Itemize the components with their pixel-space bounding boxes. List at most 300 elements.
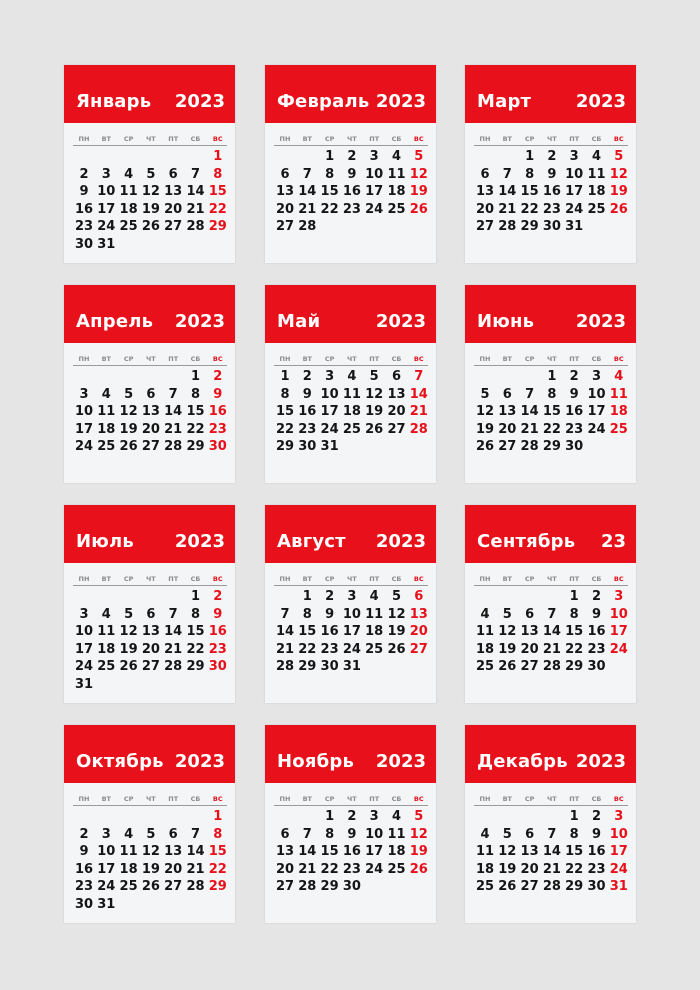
month-name: Ноябрь	[277, 751, 355, 772]
calendar-day: 31	[609, 879, 628, 895]
calendar-day: 31	[97, 237, 116, 252]
month-header	[465, 505, 636, 563]
calendar-day: 7	[547, 826, 557, 842]
calendar-day: 14	[186, 844, 205, 860]
calendar-day: 12	[498, 624, 517, 640]
calendar-day: 14	[520, 404, 539, 420]
weekday-label: СБ	[391, 795, 402, 803]
weekday-label: СР	[123, 575, 134, 583]
weekday-label: ВС	[613, 575, 624, 583]
month-header	[465, 65, 636, 123]
calendar-day: 30	[342, 879, 361, 895]
calendar-day: 15	[320, 844, 339, 860]
calendar-day: 20	[275, 861, 295, 877]
calendar-day: 18	[342, 404, 361, 420]
month-name: Февраль	[277, 91, 370, 112]
weekday-label: ВС	[413, 135, 424, 143]
month-name: Октябрь	[76, 751, 164, 772]
month-year: 2023	[375, 531, 426, 552]
calendar-day: 20	[475, 201, 495, 217]
calendar-day: 29	[565, 879, 584, 895]
calendar-day: 10	[587, 386, 606, 402]
calendar-day: 13	[141, 404, 160, 420]
calendar-day: 6	[525, 826, 535, 842]
calendar-day: 22	[298, 641, 317, 657]
calendar-day: 22	[565, 861, 584, 877]
calendar-day: 28	[298, 879, 317, 895]
calendar-day: 4	[480, 826, 490, 842]
calendar-day: 9	[591, 606, 602, 622]
calendar-day: 12	[119, 404, 138, 420]
calendar-day: 3	[369, 809, 379, 824]
calendar-day: 27	[475, 219, 495, 235]
calendar-day: 17	[365, 844, 384, 860]
calendar-day: 15	[275, 404, 295, 420]
calendar-day: 15	[186, 624, 205, 640]
calendar-day: 11	[475, 844, 495, 860]
calendar-day: 2	[325, 589, 335, 604]
calendar-day: 8	[547, 386, 557, 402]
calendar-day: 18	[119, 861, 138, 877]
calendar-day: 23	[342, 201, 361, 217]
calendar-day: 10	[74, 404, 94, 420]
calendar-day: 20	[141, 641, 160, 657]
calendar-day: 9	[591, 826, 602, 842]
calendar-day: 1	[213, 809, 223, 824]
calendar-day: 1	[190, 369, 201, 384]
calendar-day: 16	[74, 201, 94, 217]
calendar-day: 14	[498, 184, 517, 200]
month-card	[465, 505, 636, 703]
weekday-label: ПН	[279, 355, 291, 363]
calendar-day: 4	[101, 606, 111, 622]
month-name: Сентябрь	[477, 531, 576, 552]
calendar-day: 9	[347, 826, 357, 842]
calendar-day: 29	[208, 879, 227, 895]
calendar-day: 27	[498, 439, 517, 455]
calendar-day: 6	[146, 386, 156, 402]
calendar-day: 28	[409, 421, 428, 437]
calendar-day: 28	[275, 659, 295, 675]
calendar-day: 26	[498, 879, 517, 895]
calendar-day: 19	[409, 844, 428, 860]
calendar-day: 20	[141, 421, 160, 437]
weekday-label: ВТ	[302, 575, 312, 583]
weekday-label: ЧТ	[347, 795, 357, 803]
calendar-day: 16	[74, 861, 94, 877]
calendar-day: 10	[609, 606, 628, 622]
calendar-day: 21	[520, 421, 539, 437]
calendar-day: 18	[97, 641, 116, 657]
calendar-day: 5	[614, 149, 624, 164]
calendar-day: 31	[97, 897, 116, 912]
calendar-day: 13	[275, 844, 295, 860]
calendar-day: 23	[587, 861, 606, 877]
month-year: 2023	[174, 91, 225, 112]
calendar-day: 27	[387, 421, 406, 437]
weekday-label: СБ	[391, 135, 402, 143]
calendar-day: 6	[168, 166, 178, 182]
calendar-day: 12	[609, 166, 628, 182]
calendar-day: 6	[280, 166, 290, 182]
weekday-label: СР	[524, 795, 535, 803]
calendar-day: 9	[302, 386, 312, 402]
calendar-day: 4	[124, 826, 134, 842]
month-name: Декабрь	[477, 751, 568, 772]
calendar-day: 4	[591, 149, 602, 164]
calendar-day: 26	[498, 659, 517, 675]
calendar-day: 28	[542, 879, 561, 895]
calendar-day: 21	[498, 201, 517, 217]
calendar-day: 7	[414, 369, 424, 384]
month-card	[265, 505, 436, 703]
calendar-day: 8	[190, 386, 201, 402]
month-name: Январь	[76, 91, 152, 112]
calendar-day: 1	[547, 369, 557, 384]
calendar-day: 16	[320, 624, 339, 640]
calendar-day: 1	[213, 149, 223, 164]
calendar-day: 23	[565, 421, 584, 437]
calendar-day: 16	[342, 184, 361, 200]
weekday-header-row	[474, 575, 628, 586]
weekday-label: ПТ	[168, 135, 179, 143]
calendar-day: 5	[124, 606, 134, 622]
weekday-label: ПТ	[369, 795, 380, 803]
calendar-day: 17	[565, 184, 584, 200]
calendar-day: 21	[164, 421, 183, 437]
calendar-day: 28	[498, 219, 517, 235]
calendar-day: 24	[609, 641, 628, 657]
calendar-day: 7	[190, 826, 201, 842]
calendar-day: 7	[525, 386, 535, 402]
calendar-day: 29	[275, 439, 295, 455]
calendar-day: 18	[475, 641, 495, 657]
weekday-label: ПН	[78, 355, 90, 363]
calendar-day: 29	[542, 439, 561, 455]
calendar-day: 13	[520, 624, 539, 640]
weekday-label: ПН	[479, 795, 491, 803]
calendar-day: 20	[387, 404, 406, 420]
weekday-label: СБ	[190, 795, 201, 803]
month-header	[265, 505, 436, 563]
weekday-label: ПН	[479, 355, 491, 363]
calendar-day: 27	[164, 879, 183, 895]
month-header	[64, 725, 235, 783]
weekday-label: ЧТ	[146, 135, 156, 143]
calendar-day: 23	[208, 641, 227, 657]
calendar-day: 19	[609, 184, 628, 200]
weekday-label: ПТ	[369, 575, 380, 583]
month-year: 2023	[575, 91, 626, 112]
weekday-label: ВС	[212, 795, 223, 803]
calendar-day: 30	[587, 659, 606, 675]
calendar-day: 15	[520, 184, 539, 200]
calendar-day: 11	[342, 386, 361, 402]
weekday-label: ПН	[78, 135, 90, 143]
calendar-day: 3	[591, 369, 602, 384]
weekday-header-row	[73, 355, 227, 366]
calendar-day: 6	[414, 589, 424, 604]
weekday-label: ВТ	[502, 795, 512, 803]
calendar-day: 23	[74, 879, 94, 895]
weekday-label: ПТ	[369, 355, 380, 363]
weekday-label: ПТ	[569, 575, 580, 583]
calendar-day: 10	[97, 184, 116, 200]
calendar-day: 19	[141, 861, 160, 877]
weekday-label: ВС	[613, 355, 624, 363]
calendar-day: 10	[365, 826, 384, 842]
calendar-day: 1	[569, 809, 579, 824]
calendar-day: 9	[213, 606, 223, 622]
month-name: Май	[277, 311, 321, 332]
calendar-day: 13	[275, 184, 295, 200]
weekday-label: ЧТ	[547, 575, 557, 583]
month-card	[265, 725, 436, 923]
weekday-label: СР	[324, 135, 335, 143]
calendar-day: 22	[186, 421, 205, 437]
weekday-label: ВТ	[502, 135, 512, 143]
weekday-label: ПТ	[569, 795, 580, 803]
calendar-day: 25	[119, 219, 138, 235]
calendar-day: 23	[298, 421, 317, 437]
calendar-day: 14	[542, 624, 561, 640]
weekday-header-row	[474, 795, 628, 806]
calendar-day: 18	[387, 844, 406, 860]
weekday-label: ВС	[212, 135, 223, 143]
calendar-day: 3	[569, 149, 579, 164]
weekday-label: ВС	[413, 795, 424, 803]
weekday-label: ЧТ	[347, 135, 357, 143]
calendar-day: 5	[480, 386, 490, 402]
calendar-day: 30	[298, 439, 317, 455]
calendar-day: 27	[141, 439, 160, 455]
month-year: 2023	[575, 751, 626, 772]
calendar-day: 8	[213, 166, 223, 182]
month-year: 2023	[375, 751, 426, 772]
calendar-day: 11	[119, 184, 138, 200]
calendar-day: 18	[119, 201, 138, 217]
calendar-day: 2	[547, 149, 557, 164]
calendar-day: 17	[74, 421, 94, 437]
weekday-label: ПН	[479, 135, 491, 143]
calendar-day: 19	[498, 641, 517, 657]
weekday-label: ПТ	[168, 355, 179, 363]
calendar-day: 25	[475, 659, 495, 675]
weekday-label: СБ	[591, 575, 602, 583]
weekday-label: ВТ	[302, 135, 312, 143]
calendar-day: 3	[101, 826, 111, 842]
month-card	[465, 285, 636, 483]
month-year: 2023	[575, 311, 626, 332]
calendar-day: 25	[587, 201, 606, 217]
weekday-label: ПН	[279, 795, 291, 803]
calendar-day: 9	[325, 606, 335, 622]
weekday-label: СР	[524, 135, 535, 143]
weekday-label: СБ	[190, 575, 201, 583]
calendar-day: 14	[186, 184, 205, 200]
calendar-day: 3	[79, 606, 89, 622]
calendar-day: 6	[168, 826, 178, 842]
calendar-day: 29	[208, 219, 227, 235]
calendar-day: 4	[124, 166, 134, 182]
calendar-day: 30	[74, 237, 94, 252]
calendar-day: 30	[565, 439, 584, 455]
calendar-day: 19	[119, 421, 138, 437]
calendar-day: 28	[520, 439, 539, 455]
calendar-day: 25	[97, 439, 116, 455]
calendar-day: 4	[347, 369, 357, 384]
calendar-day: 26	[409, 861, 428, 877]
calendar-day: 8	[190, 606, 201, 622]
calendar-day: 6	[502, 386, 512, 402]
calendar-day: 6	[480, 166, 490, 182]
weekday-label: ВТ	[101, 135, 111, 143]
calendar-day: 24	[97, 219, 116, 235]
calendar-day: 3	[614, 809, 624, 824]
calendar-day: 4	[614, 369, 624, 384]
calendar-day: 20	[409, 624, 428, 640]
calendar-day: 21	[186, 861, 205, 877]
calendar-day: 21	[542, 861, 561, 877]
weekday-header-row	[274, 135, 428, 146]
weekday-label: СБ	[591, 795, 602, 803]
calendar-day: 7	[168, 606, 178, 622]
weekday-label: СР	[324, 355, 335, 363]
weekday-label: ВТ	[101, 575, 111, 583]
calendar-day: 9	[547, 166, 557, 182]
calendar-day: 5	[502, 606, 512, 622]
calendar-day: 25	[365, 641, 384, 657]
calendar-day: 5	[146, 166, 156, 182]
calendar-day: 3	[369, 149, 379, 164]
weekday-label: СБ	[190, 355, 201, 363]
calendar-day: 24	[565, 201, 584, 217]
calendar-day: 13	[387, 386, 406, 402]
month-header	[64, 65, 235, 123]
calendar-day: 1	[280, 369, 290, 384]
month-card	[64, 285, 235, 483]
calendar-day: 21	[542, 641, 561, 657]
weekday-header-row	[274, 575, 428, 586]
weekday-label: ПН	[479, 575, 491, 583]
calendar-day: 9	[569, 386, 579, 402]
calendar-day: 26	[609, 201, 628, 217]
calendar-day: 22	[520, 201, 539, 217]
calendar-day: 24	[342, 641, 361, 657]
calendar-day: 14	[164, 404, 183, 420]
calendar-day: 12	[498, 844, 517, 860]
calendar-day: 21	[186, 201, 205, 217]
month-card	[265, 285, 436, 483]
calendar-day: 4	[480, 606, 490, 622]
calendar-day: 14	[298, 844, 317, 860]
calendar-day: 28	[542, 659, 561, 675]
calendar-day: 14	[298, 184, 317, 200]
weekday-label: ВС	[413, 575, 424, 583]
calendar-day: 5	[414, 809, 424, 824]
calendar-day: 2	[347, 809, 357, 824]
calendar-day: 30	[74, 897, 94, 912]
calendar-day: 26	[365, 421, 384, 437]
month-card	[265, 65, 436, 263]
calendar-day: 7	[302, 166, 312, 182]
month-year: 2023	[174, 311, 225, 332]
calendar-day: 6	[391, 369, 402, 384]
calendar-day: 10	[565, 166, 584, 182]
calendar-day: 15	[208, 184, 227, 200]
calendar-day: 2	[213, 369, 223, 384]
weekday-label: ПТ	[369, 135, 380, 143]
month-header	[64, 285, 235, 343]
calendar-day: 10	[342, 606, 361, 622]
month-name: Июль	[76, 531, 134, 552]
weekday-label: ПТ	[168, 795, 179, 803]
calendar-day: 15	[298, 624, 317, 640]
calendar-day: 18	[387, 184, 406, 200]
calendar-day: 24	[365, 201, 384, 217]
calendar-day: 20	[275, 201, 295, 217]
calendar-day: 8	[569, 826, 579, 842]
calendar-day: 5	[369, 369, 379, 384]
calendar-day: 29	[520, 219, 539, 235]
calendar-day: 15	[186, 404, 205, 420]
calendar-day: 28	[298, 219, 317, 235]
calendar-day: 8	[213, 826, 223, 842]
calendar-day: 3	[101, 166, 111, 182]
calendar-day: 29	[565, 659, 584, 675]
calendar-day: 27	[520, 659, 539, 675]
weekday-label: СР	[524, 355, 535, 363]
weekday-label: ВТ	[502, 575, 512, 583]
month-name: Август	[277, 531, 346, 552]
weekday-label: ЧТ	[547, 355, 557, 363]
month-header	[64, 505, 235, 563]
weekday-label: СБ	[591, 135, 602, 143]
calendar-day: 14	[164, 624, 183, 640]
calendar-day: 20	[520, 861, 539, 877]
calendar-day: 13	[164, 184, 183, 200]
calendar-day: 12	[365, 386, 384, 402]
calendar-day: 1	[190, 589, 201, 604]
calendar-day: 8	[525, 166, 535, 182]
calendar-day: 23	[320, 641, 339, 657]
calendar-day: 10	[74, 624, 94, 640]
calendar-day: 13	[520, 844, 539, 860]
calendar-day: 5	[502, 826, 512, 842]
weekday-label: СР	[123, 135, 134, 143]
month-year: 2023	[375, 91, 426, 112]
calendar-day: 21	[298, 861, 317, 877]
calendar-day: 26	[141, 219, 160, 235]
calendar-day: 17	[74, 641, 94, 657]
calendar-day: 22	[320, 861, 339, 877]
calendar-day: 1	[302, 589, 312, 604]
calendar-day: 5	[124, 386, 134, 402]
calendar-day: 23	[587, 641, 606, 657]
calendar-day: 1	[525, 149, 535, 164]
calendar-day: 8	[325, 826, 335, 842]
calendar-day: 19	[141, 201, 160, 217]
calendar-day: 30	[208, 659, 227, 675]
calendar-day: 25	[342, 421, 361, 437]
calendar-day: 29	[298, 659, 317, 675]
calendar-day: 3	[325, 369, 335, 384]
calendar-day: 28	[164, 659, 183, 675]
calendar-day: 22	[565, 641, 584, 657]
calendar-day: 15	[320, 184, 339, 200]
calendar-day: 31	[320, 439, 339, 455]
weekday-header-row	[73, 135, 227, 146]
